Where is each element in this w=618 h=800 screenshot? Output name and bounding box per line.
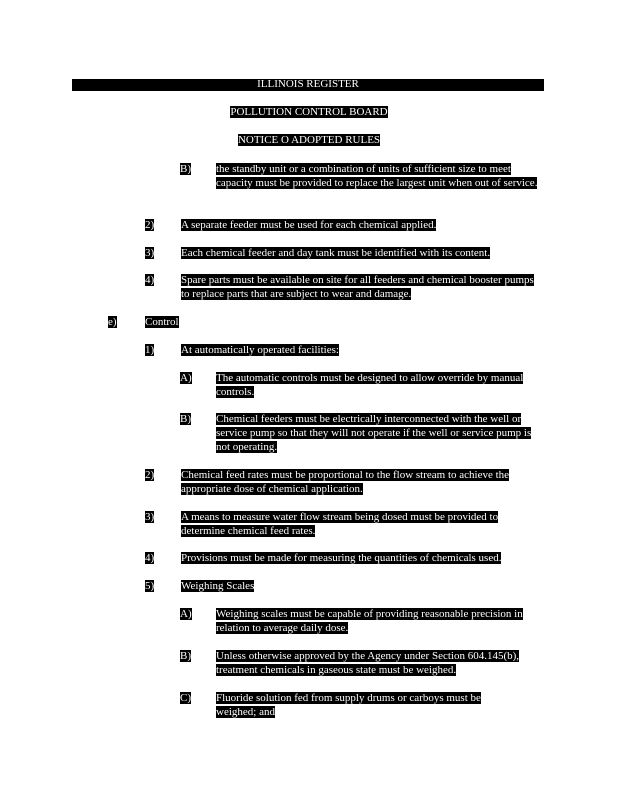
item-label: B)	[180, 413, 191, 425]
item-text: Spare parts must be available on site for all feeders and chemical booster pumps to replace parts that are subject to wear and damage.	[181, 274, 534, 300]
item-text: Provisions must be made for measuring the quantities of chemicals used.	[181, 552, 502, 564]
section-label: e)	[108, 316, 117, 328]
item-label: B)	[180, 650, 191, 662]
item-label: B)	[180, 163, 191, 175]
item-label: 4)	[145, 274, 155, 286]
item-label: 2)	[145, 469, 155, 481]
item-label: 1)	[145, 344, 155, 356]
item-text: A separate feeder must be used for each chemical applied.	[181, 219, 437, 231]
item-label: 5)	[145, 580, 155, 592]
register-title: ILLINOIS REGISTER	[257, 78, 359, 90]
item-label: A)	[180, 372, 192, 384]
item-label: A)	[180, 608, 192, 620]
board-title: POLLUTION CONTROL BOARD	[230, 106, 388, 118]
item-text: At automatically operated facilities:	[181, 344, 339, 356]
item-text: A means to measure water flow stream being dosed must be provided to determine chemical feed rates.	[181, 511, 499, 537]
subsection-heading: Weighing Scales	[181, 580, 255, 592]
item-text: Unless otherwise approved by the Agency under Section 604.145(b), treatment chemicals in gaseous state must be weighed.	[216, 650, 520, 676]
item-text: The automatic controls must be designed to allow override by manual controls.	[216, 372, 524, 398]
item-text: the standby unit or a combination of units of sufficient size to meet capacity must be provided to replace the largest unit when out of service.	[216, 163, 538, 189]
section-heading: Control	[145, 316, 179, 328]
item-text: Weighing scales must be capable of providing reasonable precision in relation to average daily dose.	[216, 608, 523, 634]
item-label: 3)	[145, 247, 155, 259]
notice-title: NOTICE O ADOPTED RULES	[237, 134, 381, 146]
item-text: Chemical feeders must be electrically interconnected with the well or service pump so that they will not operate if the well or service pump is not operating.	[216, 413, 532, 453]
item-label: 3)	[145, 511, 155, 523]
item-text: Each chemical feeder and day tank must be identified with its content.	[181, 247, 491, 259]
item-label: 2)	[145, 219, 155, 231]
item-text: Fluoride solution fed from supply drums or carboys must be weighed; and	[216, 692, 481, 718]
item-text: Chemical feed rates must be proportional to the flow stream to achieve the appropriate dose of chemical application.	[181, 469, 510, 495]
item-label: 4)	[145, 552, 155, 564]
item-label: C)	[180, 692, 191, 704]
